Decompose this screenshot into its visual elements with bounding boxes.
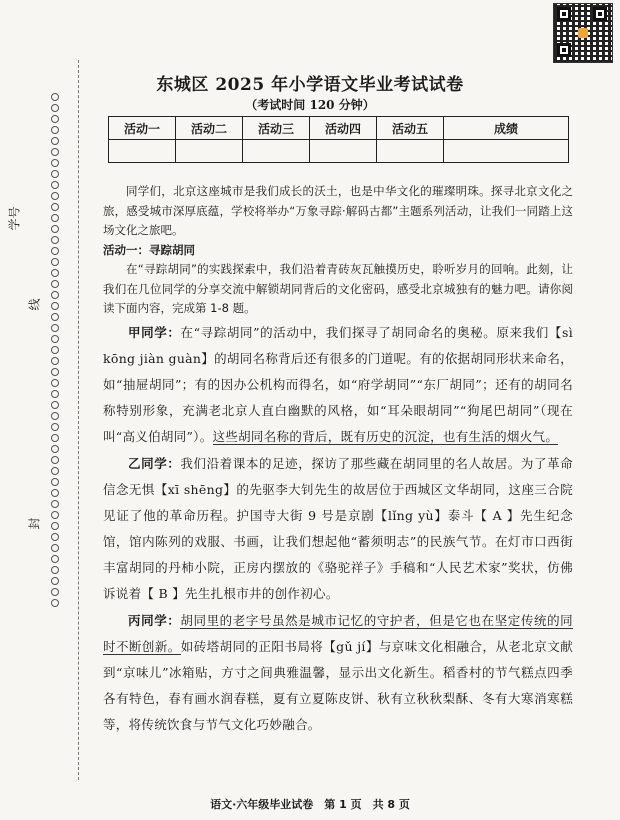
binding-dashed-line: [78, 60, 79, 780]
score-header-total: 成绩: [444, 117, 569, 140]
exam-duration: （考试时间 120 分钟）: [245, 98, 375, 112]
student-b-speaker: 乙同学：: [128, 455, 181, 471]
score-cell-activity2[interactable]: [176, 140, 243, 163]
student-a-paragraph: [103, 320, 573, 450]
score-table-blank-row: [109, 140, 569, 163]
activity1-heading: 活动一：寻踪胡同: [103, 242, 195, 257]
student-c-speaker: 丙同学：: [128, 612, 181, 628]
score-cell-total[interactable]: [444, 140, 569, 163]
qr-code: [553, 3, 613, 63]
page-footer: 语文·六年级毕业试卷 第 1 页 共 8 页: [210, 798, 410, 811]
exam-title: 东城区 2025 年小学语文毕业考试试卷: [156, 75, 464, 95]
student-c-text: 如砖塔胡同的正阳书局将【gǔ jí】与京味文化相融合，从老北京文献到“京味儿”冰箱贴，方寸之间典雅温馨，显示出文化新生。稻香村的节气糕点四季各有特色，春有画水润春糕，夏有立夏陈皮饼、秋有立秋秋梨酥、冬有大寒消寒糕等，将传统饮食与节气文化巧妙融合。: [103, 638, 573, 732]
score-header-activity1: 活动一: [109, 117, 176, 140]
score-header-activity2: 活动二: [176, 117, 243, 140]
exam-body: [103, 182, 573, 738]
student-number-label: 学号: [7, 206, 22, 231]
binding-margin: [0, 60, 95, 800]
student-b-text: 我们沿着课本的足迹，探访了那些藏在胡同里的名人故居。为了革命信念无惧【xī shēng】的先驱李大钊先生的故居位于西城区文华胡同，这座三合院见证了他的革命历程。护国寺大街 9 号是京剧【lǐng yù】泰斗【 A 】先生纪念馆，馆内陈列的戏服、书画，让我们想起他“蓄须明志”的民族气节。在灯市口西街丰富胡同的丹柿小院，正房内摆放的《骆驼祥子》手稿和“人民艺术家”奖状，仿佛诉说着【 B 】先生扎根市井的创作初心。: [103, 455, 573, 601]
student-a-underlined-sentence: 这些胡同名称的背后，既有历史的沉淀，也有生活的烟火气。: [212, 428, 559, 444]
score-cell-activity5[interactable]: [377, 140, 444, 163]
binding-seal-label: 封: [27, 517, 42, 530]
score-cell-activity4[interactable]: [310, 140, 377, 163]
activity1-instructions: 在“寻踪胡同”的实践探索中，我们沿着青砖灰瓦触摸历史，聆听岁月的回响。此刻，让我们在几位同学的分享交流中解锁胡同背后的文化密码，感受北京城独有的魅力吧。请你阅读下面内容，完成第 1-8 题。: [103, 262, 573, 315]
binding-holes: [50, 90, 62, 610]
score-cell-activity1[interactable]: [109, 140, 176, 163]
student-b-paragraph: [103, 451, 573, 607]
score-header-activity4: 活动四: [310, 117, 377, 140]
score-table: [108, 116, 569, 163]
score-cell-activity3[interactable]: [243, 140, 310, 163]
student-c-underlined-sentence: 胡同里的老字号虽然是城市记忆的守护者，但是它也在坚定传统的同时不断创新。: [103, 612, 573, 654]
student-a-speaker: 甲同学：: [128, 324, 181, 340]
binding-line-label: 线: [27, 298, 42, 311]
score-header-activity3: 活动三: [243, 117, 310, 140]
student-c-paragraph: [103, 608, 573, 738]
intro-paragraph: 同学们，北京这座城市是我们成长的沃土，也是中华文化的璀璨明珠。探寻北京文化之旅，感受城市深厚底蕴，学校将举办“万象寻踪·解码古都”主题系列活动，让我们一同踏上这场文化之旅吧。: [103, 184, 573, 237]
student-a-text: 在“寻踪胡同”的活动中，我们探寻了胡同命名的奥秘。原来我们【sì kōng jiàn guàn】的胡同名称背后还有很多的门道呢。有的依据胡同形状来命名，如“抽屉胡同”；有的因办公机构而得名，如“府学胡同”“东厂胡同”；还有的胡同名称特别形象，充满老北京人直白幽默的风格，如“耳朵眼胡同”“狗尾巴胡同”（现在叫“高义伯胡同”）。: [103, 324, 574, 444]
score-header-activity5: 活动五: [377, 117, 444, 140]
score-table-header-row: [109, 117, 569, 140]
